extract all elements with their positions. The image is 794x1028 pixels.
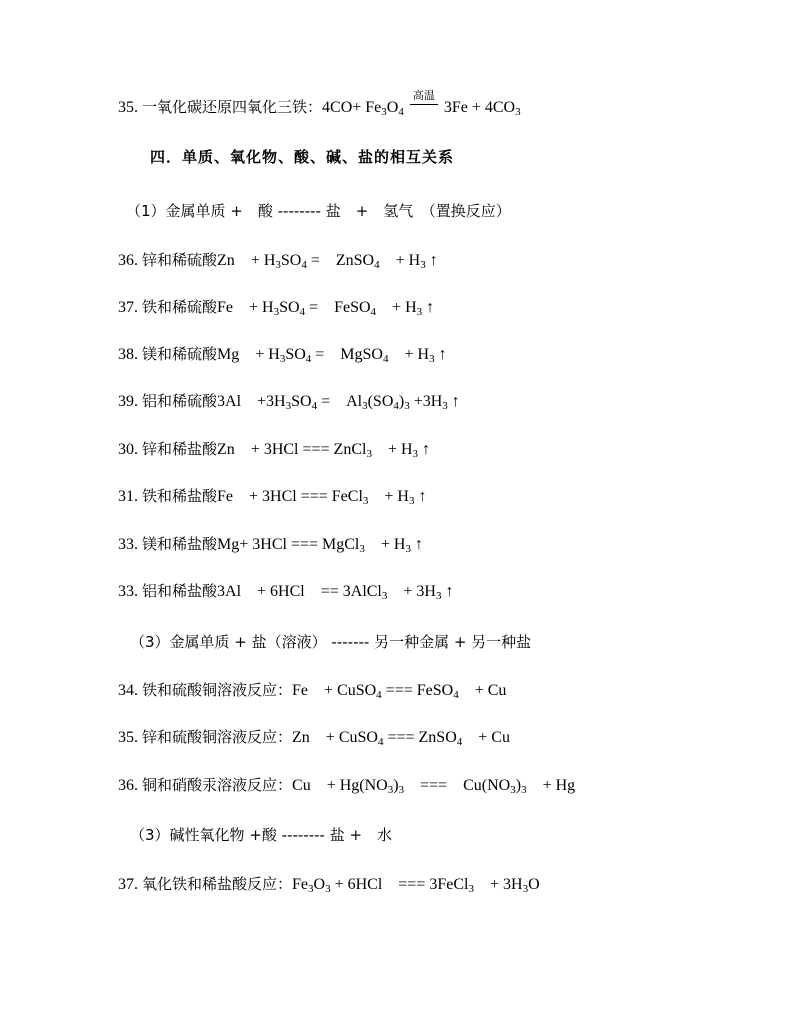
- line-number: 36.: [118, 777, 138, 794]
- line-number: 39.: [118, 393, 138, 410]
- line-number: 33.: [118, 583, 138, 600]
- equation-line-33a: [118, 534, 423, 555]
- equation-line-36a: [118, 250, 438, 271]
- section-subtitle-1: （1）金属单质 + 酸 -------- 盐 + 氢气 （置换反应）: [126, 202, 511, 220]
- equation-line-35b: [118, 727, 510, 748]
- equation-line-39a: [118, 391, 460, 412]
- reaction-description: 铁和稀盐酸: [142, 487, 218, 505]
- equation: $4CO+ Fe_3O_4$ 高温 $3Fe + 4CO_3$: [322, 89, 521, 118]
- equation-line-33b: [118, 581, 453, 602]
- equation: Cu + $Hg(NO_3)_3$ === $Cu(NO_3)_3$ + Hg: [292, 777, 576, 796]
- equation-line-30: [118, 439, 430, 460]
- section-subtitle-3: （3）金属单质 + 盐（溶液） ------- 另一种金属 + 另一种盐: [130, 633, 532, 651]
- line-number: 34.: [118, 682, 138, 699]
- equation: Fe + CuSO$_4$ === FeSO$_4$ + Cu: [292, 682, 507, 701]
- equation: Mg+ 3HCl === MgCl$_3$ + $H_3$ ↑: [217, 536, 423, 555]
- equation: Fe + 3HCl === FeCl$_3$ + $H_3$ ↑: [217, 488, 427, 507]
- line-number: 36.: [118, 252, 138, 269]
- equation: $Fe_3O_3 + 6HCl$ === 3FeCl$_3$ + $3H_3O$: [292, 876, 540, 895]
- line-number: 33.: [118, 536, 138, 553]
- reaction-description: 铜和硝酸汞溶液反应：: [142, 776, 293, 794]
- reaction-description: 铝和稀盐酸: [142, 582, 218, 600]
- line-number: 37.: [118, 299, 138, 316]
- equation: 3Al + 6HCl == 3AlCl$_3$ + $3H_3$ ↑: [217, 583, 454, 602]
- equation: Zn + 3HCl === ZnCl$_3$ + $H_3$ ↑: [217, 441, 431, 460]
- reaction-description: 镁和稀硫酸: [142, 345, 218, 363]
- line-number: 30.: [118, 441, 138, 458]
- reaction-description: 铁和硫酸铜溶液反应：: [142, 681, 293, 699]
- reaction-description: 氧化铁和稀盐酸反应：: [142, 875, 293, 893]
- reaction-description: 锌和硫酸铜溶液反应：: [142, 728, 293, 746]
- line-number: 35.: [118, 99, 138, 116]
- section-subtitle-3b: （3）碱性氧化物 +酸 -------- 盐 + 水: [130, 826, 393, 844]
- reaction-description: 一氧化碳还原四氧化三铁：: [142, 98, 323, 116]
- reaction-description: 锌和稀硫酸: [142, 251, 218, 269]
- reaction-condition: 高温: [410, 96, 438, 112]
- equation-line-35a: [118, 89, 521, 118]
- line-number: 35.: [118, 729, 138, 746]
- equation: Mg + $H_3SO_4$ = MgSO$_4$ + $H_3$ ↑: [217, 346, 447, 365]
- equation: Zn + $H_3SO_4$ = ZnSO$_4$ + $H_3$ ↑: [217, 252, 438, 271]
- line-number: 38.: [118, 346, 138, 363]
- equation-line-36b: [118, 775, 575, 796]
- equation-line-38a: [118, 344, 447, 365]
- reaction-description: 镁和稀盐酸: [142, 535, 218, 553]
- line-number: 37.: [118, 876, 138, 893]
- reaction-description: 锌和稀盐酸: [142, 440, 218, 458]
- line-number: 31.: [118, 488, 138, 505]
- equation-line-37a: [118, 297, 434, 318]
- reaction-description: 铁和稀硫酸: [142, 298, 218, 316]
- section-heading: 四．单质、氧化物、酸、碱、盐的相互关系: [150, 148, 455, 166]
- equation: 3Al $+3H_3SO_4$ = $Al_3(SO_4)_3 +3H_3$ ↑: [217, 393, 460, 412]
- equation-line-34: [118, 680, 506, 701]
- equation: Zn + CuSO$_4$ === ZnSO$_4$ + Cu: [292, 729, 510, 748]
- equation-line-37b: [118, 874, 540, 895]
- equation-line-31: [118, 486, 427, 507]
- reaction-description: 铝和稀硫酸: [142, 392, 218, 410]
- equation: Fe + $H_3SO_4$ = FeSO$_4$ + $H_3$ ↑: [217, 299, 435, 318]
